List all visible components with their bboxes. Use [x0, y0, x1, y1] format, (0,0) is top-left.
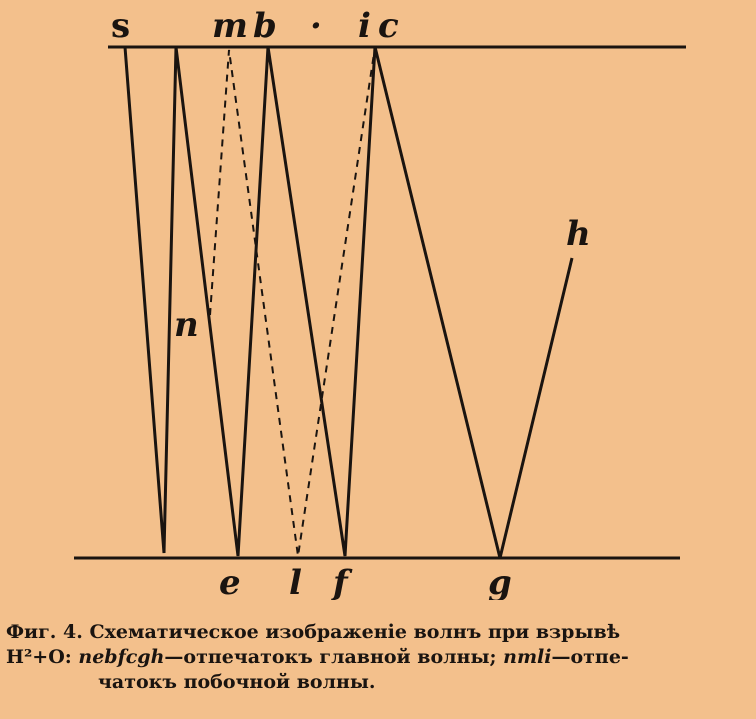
- label-m: m: [212, 6, 248, 46]
- label-h: h: [566, 214, 591, 254]
- caption-side-wave-path: nmli: [503, 646, 552, 668]
- figure-caption: [6, 620, 750, 695]
- caption-line-2: [6, 645, 750, 670]
- label-b: b: [253, 6, 277, 46]
- caption-line-3: чатокъ побочной волны.: [98, 671, 376, 693]
- label-i: i: [358, 6, 371, 46]
- main-wave-path: [125, 47, 572, 558]
- label-dot: ·: [310, 6, 322, 46]
- label-f: f: [333, 563, 348, 600]
- caption-line-1: Фиг. 4. Схематическое изображеніе волнъ при взрывѣ: [6, 621, 621, 643]
- label-e: e: [219, 563, 241, 600]
- label-c: c: [378, 6, 399, 46]
- label-g: g: [488, 563, 512, 600]
- label-l: l: [289, 563, 302, 600]
- label-s: s: [111, 6, 131, 46]
- caption-side-wave-desc: —отпе-: [551, 646, 629, 668]
- caption-main-wave-path: nebfcgh: [78, 646, 165, 668]
- caption-main-wave-desc: —отпечатокъ главной волны;: [164, 646, 504, 668]
- label-n: n: [174, 305, 199, 345]
- caption-formula: H²+O:: [6, 646, 79, 668]
